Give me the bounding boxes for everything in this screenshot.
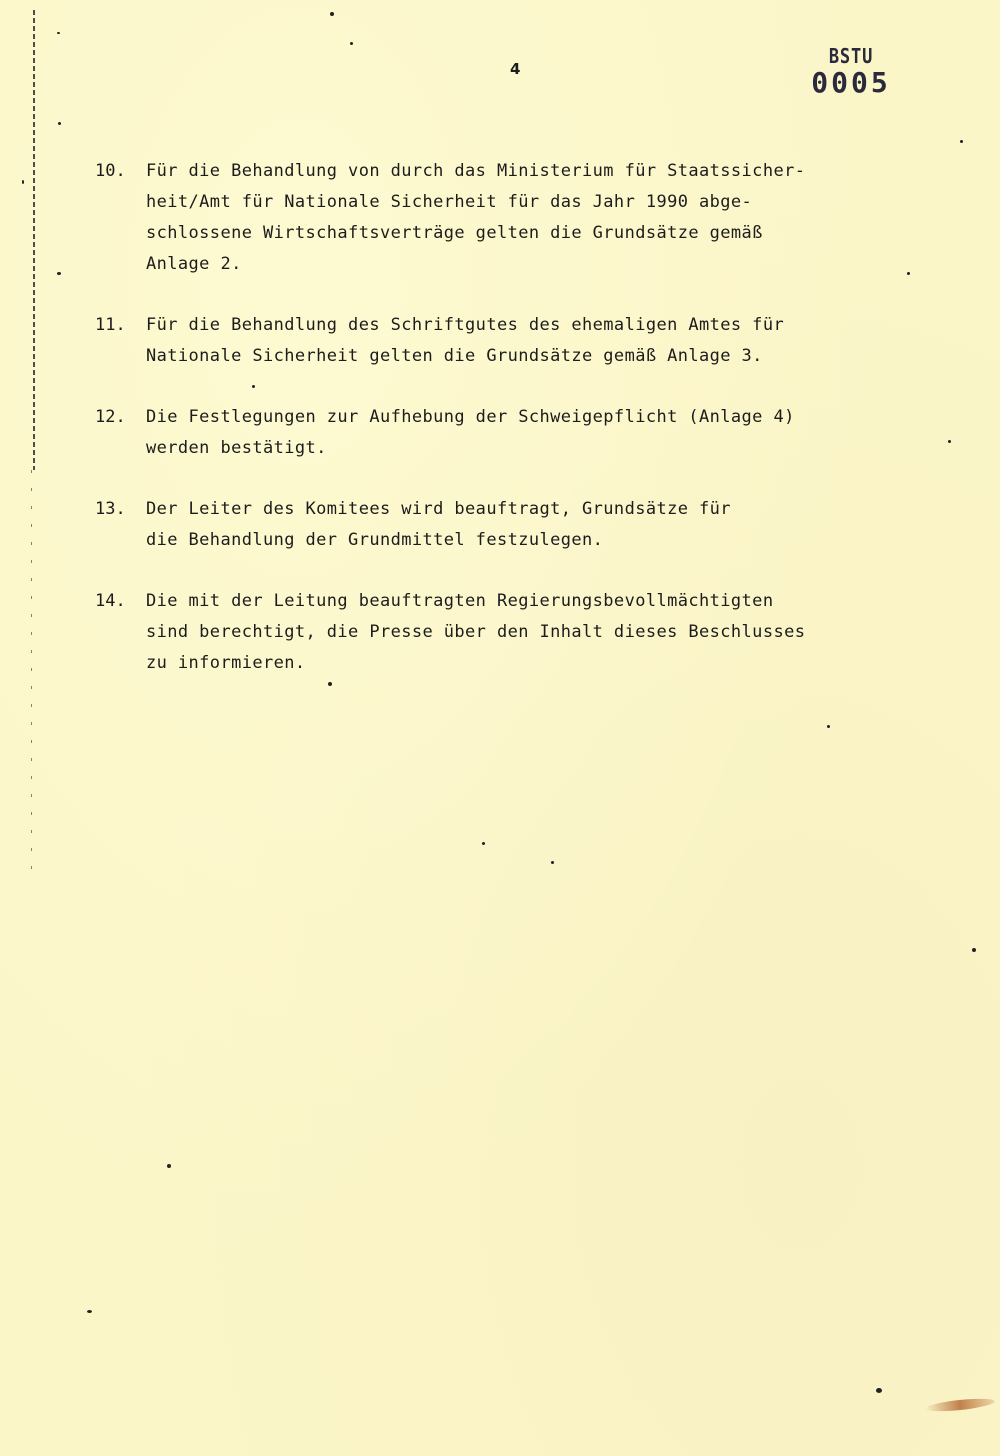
scan-speck bbox=[252, 385, 255, 388]
item-text bbox=[146, 156, 935, 280]
text-line: Anlage 2. bbox=[146, 254, 242, 274]
text-line: Für die Behandlung von durch das Ministerium für Staatssicher- bbox=[146, 161, 806, 181]
item-text bbox=[146, 310, 935, 372]
scan-speck bbox=[22, 180, 24, 184]
stamp-number: 0005 bbox=[811, 66, 891, 99]
item-number: 13. bbox=[95, 499, 126, 519]
text-line: sind berechtigt, die Presse über den Inhalt dieses Beschlusses bbox=[146, 622, 806, 642]
list-item bbox=[95, 586, 935, 679]
scan-speck bbox=[57, 32, 60, 34]
item-text bbox=[146, 586, 935, 679]
text-line: schlossene Wirtschaftsverträge gelten die Grundsätze gemäß bbox=[146, 223, 763, 243]
scan-speck bbox=[827, 725, 830, 728]
page-number: 4 bbox=[510, 60, 521, 78]
text-line: Die Festlegungen zur Aufhebung der Schweigepflicht (Anlage 4) bbox=[146, 407, 795, 427]
scan-speck bbox=[972, 948, 976, 952]
text-line: Nationale Sicherheit gelten die Grundsätze gemäß Anlage 3. bbox=[146, 346, 763, 366]
scan-speck bbox=[876, 1388, 882, 1393]
text-line: zu informieren. bbox=[146, 653, 306, 673]
binding-edge-marks-lower bbox=[31, 470, 32, 870]
list-item bbox=[95, 402, 935, 464]
paper-stain bbox=[925, 1396, 996, 1413]
binding-edge-marks bbox=[33, 10, 35, 470]
list-item bbox=[95, 494, 935, 556]
scan-speck bbox=[330, 12, 334, 16]
list-item bbox=[95, 156, 935, 280]
scan-speck bbox=[960, 140, 963, 143]
item-number: 14. bbox=[95, 591, 126, 611]
scan-speck bbox=[57, 272, 61, 275]
scan-speck bbox=[328, 682, 332, 686]
scan-speck bbox=[87, 1310, 92, 1313]
item-number: 12. bbox=[95, 407, 126, 427]
scan-speck bbox=[551, 861, 554, 864]
scan-speck bbox=[350, 42, 353, 45]
text-line: werden bestätigt. bbox=[146, 438, 327, 458]
text-line: Der Leiter des Komitees wird beauftragt, Grundsätze für bbox=[146, 499, 731, 519]
resolution-items bbox=[95, 156, 935, 709]
text-line: Die mit der Leitung beauftragten Regierungsbevollmächtigten bbox=[146, 591, 774, 611]
scan-speck bbox=[58, 122, 61, 125]
item-text bbox=[146, 494, 935, 556]
stamp-label: BSTU bbox=[828, 44, 874, 68]
list-item bbox=[95, 310, 935, 372]
text-line: die Behandlung der Grundmittel festzulegen. bbox=[146, 530, 604, 550]
scan-speck bbox=[482, 842, 485, 845]
scan-speck bbox=[948, 440, 951, 443]
text-line: Für die Behandlung des Schriftgutes des ehemaligen Amtes für bbox=[146, 315, 785, 335]
archive-stamp bbox=[796, 44, 906, 98]
scan-speck bbox=[907, 272, 910, 275]
text-line: heit/Amt für Nationale Sicherheit für das Jahr 1990 abge- bbox=[146, 192, 753, 212]
item-number: 10. bbox=[95, 161, 126, 181]
item-number: 11. bbox=[95, 315, 126, 335]
item-text bbox=[146, 402, 935, 464]
scan-speck bbox=[167, 1164, 171, 1168]
